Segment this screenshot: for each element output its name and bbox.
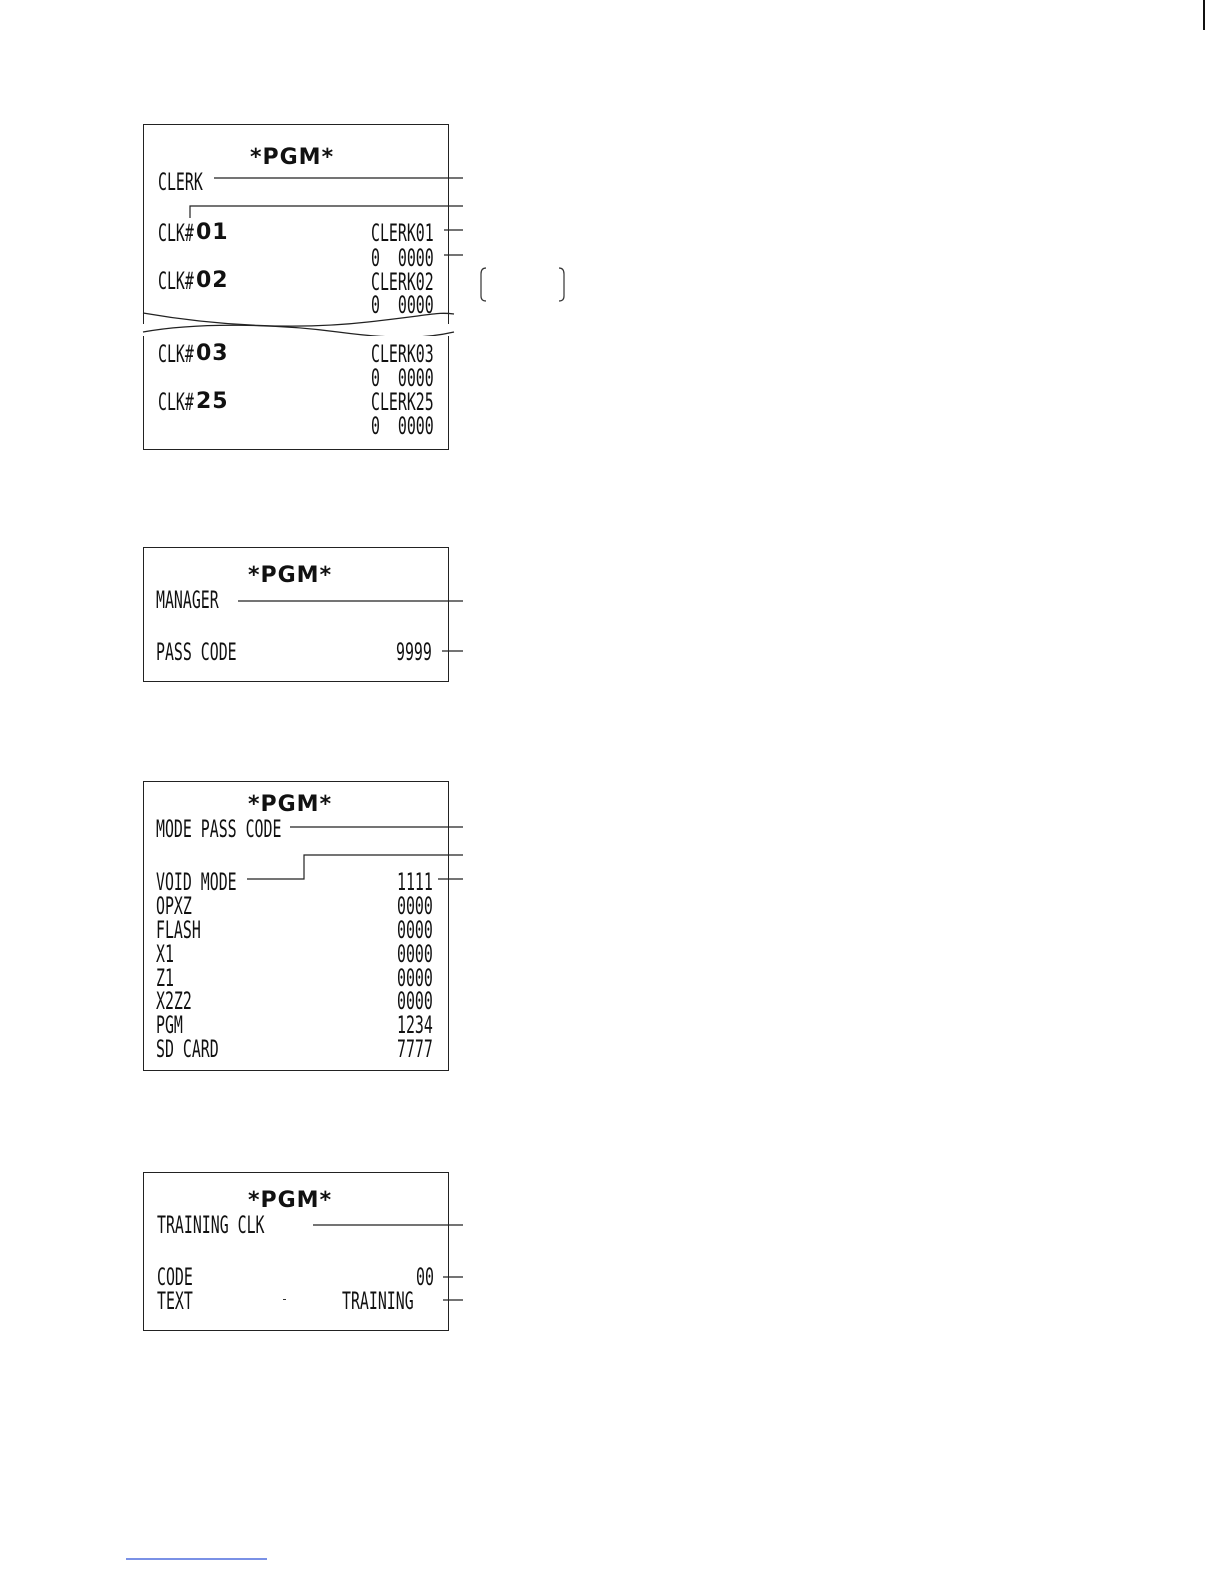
manager-heading: MANAGER: [156, 586, 219, 614]
clerk-label: CLK#: [158, 388, 194, 416]
clerk-codes: 0 0000: [371, 412, 434, 440]
pass-code-value: 9999: [396, 638, 432, 666]
mode-row-value: 1111: [397, 868, 433, 896]
mode-row-value: 0000: [397, 987, 433, 1015]
pass-code-label: PASS CODE: [156, 638, 237, 666]
mode-row-label: FLASH: [156, 916, 201, 944]
clerk-name: CLERK25: [371, 388, 434, 416]
leader-line: [190, 206, 463, 218]
training-heading: TRAINING CLK: [157, 1211, 265, 1239]
leader-line: [247, 855, 463, 879]
mode-row-label: VOID MODE: [156, 868, 237, 896]
mode-row-label: Z1: [156, 964, 174, 992]
clerk-label: CLK#: [158, 267, 194, 295]
clerk-label: CLK#: [158, 340, 194, 368]
clerk-label: CLK#: [158, 219, 194, 247]
mode-row-value: 0000: [397, 892, 433, 920]
mode-row-value: 0000: [397, 940, 433, 968]
clerk-number: 01: [196, 220, 229, 245]
mode-row-label: X2Z2: [156, 987, 192, 1015]
mode-heading: MODE PASS CODE: [156, 815, 282, 843]
mode-row-value: 7777: [397, 1035, 433, 1063]
mode-row-value: 0000: [397, 964, 433, 992]
clerk-number: 25: [196, 389, 229, 414]
clerk-name: CLERK01: [371, 219, 434, 247]
clerk-codes: 0 0000: [371, 291, 434, 319]
clerk-codes: 0 0000: [371, 364, 434, 392]
code-value: 00: [416, 1263, 434, 1291]
bracket-icon: [481, 268, 564, 301]
clerk-codes: 0 0000: [371, 244, 434, 272]
clerk-heading: CLERK: [158, 168, 203, 196]
clerk-number: 03: [196, 341, 229, 366]
receipt-title: *PGM*: [248, 792, 333, 817]
receipt-title: *PGM*: [248, 563, 333, 588]
mode-row-label: SD CARD: [156, 1035, 219, 1063]
code-label: CODE: [157, 1263, 193, 1291]
receipt-title: *PGM*: [248, 1188, 333, 1213]
mode-row-value: 0000: [397, 916, 433, 944]
mode-row-label: OPXZ: [156, 892, 192, 920]
text-value: TRAINING: [342, 1287, 414, 1315]
clerk-number: 02: [196, 268, 229, 293]
clerk-name: CLERK03: [371, 340, 434, 368]
mode-row-value: 1234: [397, 1011, 433, 1039]
clerk-name: CLERK02: [371, 268, 434, 296]
mode-row-label: X1: [156, 940, 174, 968]
mode-row-label: PGM: [156, 1011, 183, 1039]
text-label: TEXT: [157, 1287, 193, 1315]
receipt-title: *PGM*: [250, 145, 335, 170]
